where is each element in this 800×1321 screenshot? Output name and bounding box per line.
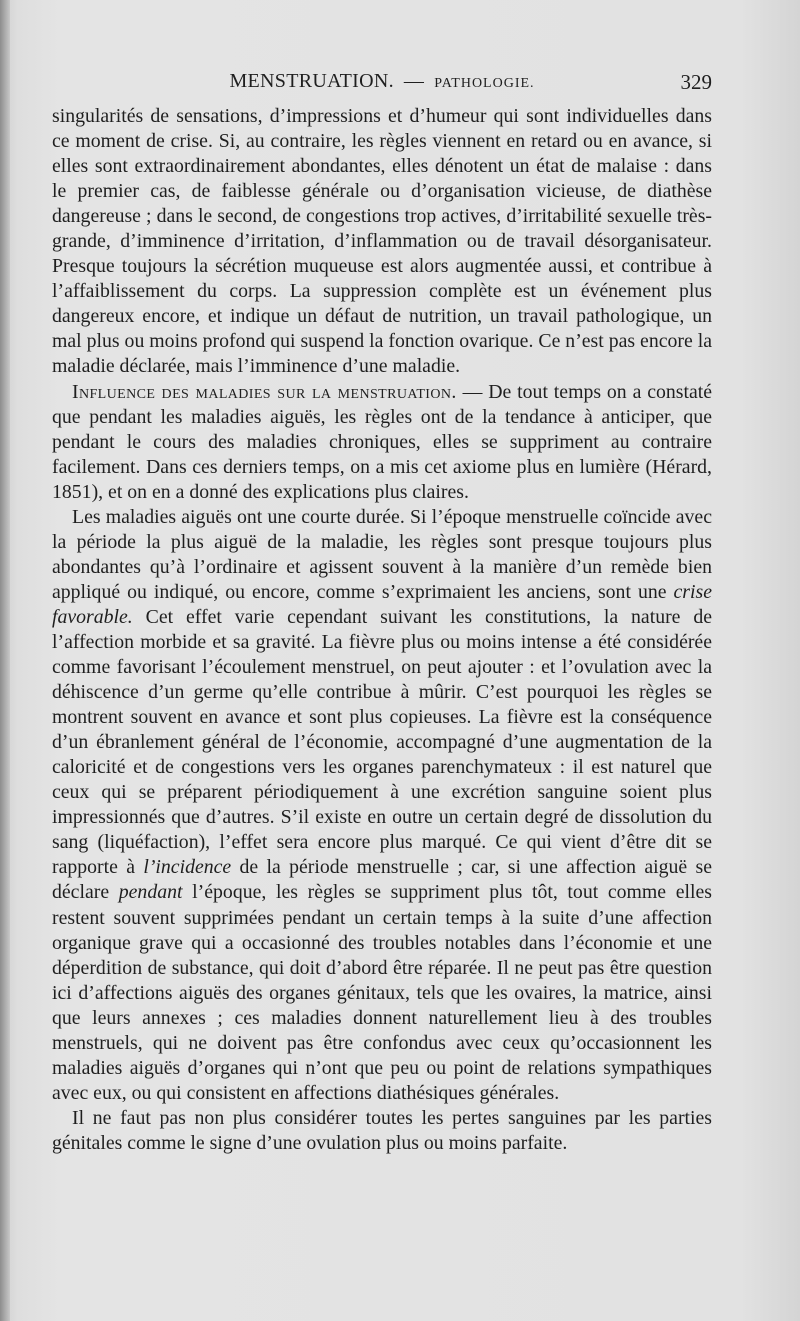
paragraph-4: Il ne faut pas non plus considérer toutes les pertes sanguines par les parties génitales comme le signe d’une ovulation plus ou moins parfaite.	[52, 1106, 712, 1154]
running-title-separator: —	[403, 70, 425, 92]
running-title-main: MENSTRUATION.	[229, 70, 394, 92]
heading-dash: —	[462, 380, 483, 403]
page-number: 329	[680, 70, 712, 94]
section-heading: Influence des maladies sur la menstruation.	[72, 380, 457, 403]
paragraph-3-text-a: Les maladies aiguës ont une courte durée. Si l’époque menstruelle coïncide avec la période la plus aiguë de la maladie, les règles sont presque toujours plus abondantes qu’à l’ordinaire et agissent souvent à la manière d’un remède bien appliqué ou indiqué, ou encore, comme s’exprimaient les anciens, sont une	[52, 505, 712, 603]
paragraph-2-text: De tout temps on a constaté que pendant les maladies aiguës, les règles ont de la tendance à anticiper, que pendant le cours des maladies chroniques, elles se suppriment au contraire facilement. Dans ces derniers temps, on a mis cet axiome plus en lumière (Hérard, 1851), et on en a donné des explications plus claires.	[52, 380, 713, 503]
paragraph-2	[52, 380, 712, 505]
paragraph-3	[52, 505, 712, 1106]
paragraph-3-text-c: de la période menstruelle ; car, si une affection aiguë se déclare	[52, 856, 712, 904]
paragraph-3-text-d: l’époque, les règles se suppriment plus tôt, tout comme elles restent souvent supprimées pendant un certain temps à la suite d’une affection organique grave qui a occasionné des troubles notables dans l’économie et une déperdition de substance, qui doit d’abord être réparée. Il ne peut pas être question ici d’affections aiguës des organes génitaux, tels que les ovaires, la matrice, ainsi que leurs annexes ; ces maladies donnent naturellement lieu à des troubles menstruels, qui ne doivent pas être confondus avec ceux qu’occasionnent les maladies aiguës d’organes qui n’ont que peu ou point de relations sympathiques avec eux, ou qui consistent en affections diathésiques générales.	[52, 881, 712, 1104]
paragraph-3-text-b: Cet effet varie cependant suivant les constitutions, la nature de l’affection morbide et sa gravité. La fièvre plus ou moins intense a été considérée comme favorisant l’écoulement menstruel, on peut ajouter : et l’ovulation avec la déhiscence d’un germe qu’elle contribue à mûrir. C’est pourquoi les règles se montrent souvent en avance et sont plus copieuses. La fièvre est la conséquence d’un ébranlement général de l’économie, accompagné d’une augmentation de la caloricité et de congestions vers les organes parenchymateux : il est naturel que ceux qui se préparent périodiquement à une excrétion sanguine soient plus impressionnés que d’autres. S’il existe en outre un certain degré de dissolution du sang (liquéfaction), l’effet sera encore plus marqué. Ce qui vient d’être dit se rapporte à	[52, 605, 712, 879]
running-title-subtitle: PATHOLOGIE.	[434, 76, 535, 91]
italic-crise-favorable: crise favorable.	[52, 580, 712, 628]
paragraph-1: singularités de sensations, d’impressions et d’humeur qui sont individuelles dans ce moment de crise. Si, au contraire, les règles viennent en retard ou en avance, si elles sont extraordinairement abondantes, elles dénotent un état de malaise : dans le premier cas, de faiblesse générale ou d’organisation vicieuse, de diathèse dangereuse ; dans le second, de congestions trop actives, d’irritabilité sexuelle très-grande, d’imminence d’irritation, d’inflammation ou de travail désorganisateur. Presque toujours la sécrétion muqueuse est alors augmentée aussi, et contribue à l’affaiblissement du corps. La suppression complète est un événement plus dangereux encore, et indique un défaut de nutrition, un travail pathologique, un mal plus ou moins profond qui suspend la fonction ovarique. Ce n’est pas encore la maladie déclarée, mais l’imminence d’une maladie.	[52, 105, 712, 378]
page-header	[52, 70, 712, 100]
page-binding-shadow	[0, 0, 10, 1321]
body-text	[52, 104, 712, 1156]
running-title	[52, 70, 712, 93]
italic-pendant: pendant	[118, 881, 183, 904]
italic-incidence: l’incidence	[143, 856, 232, 879]
